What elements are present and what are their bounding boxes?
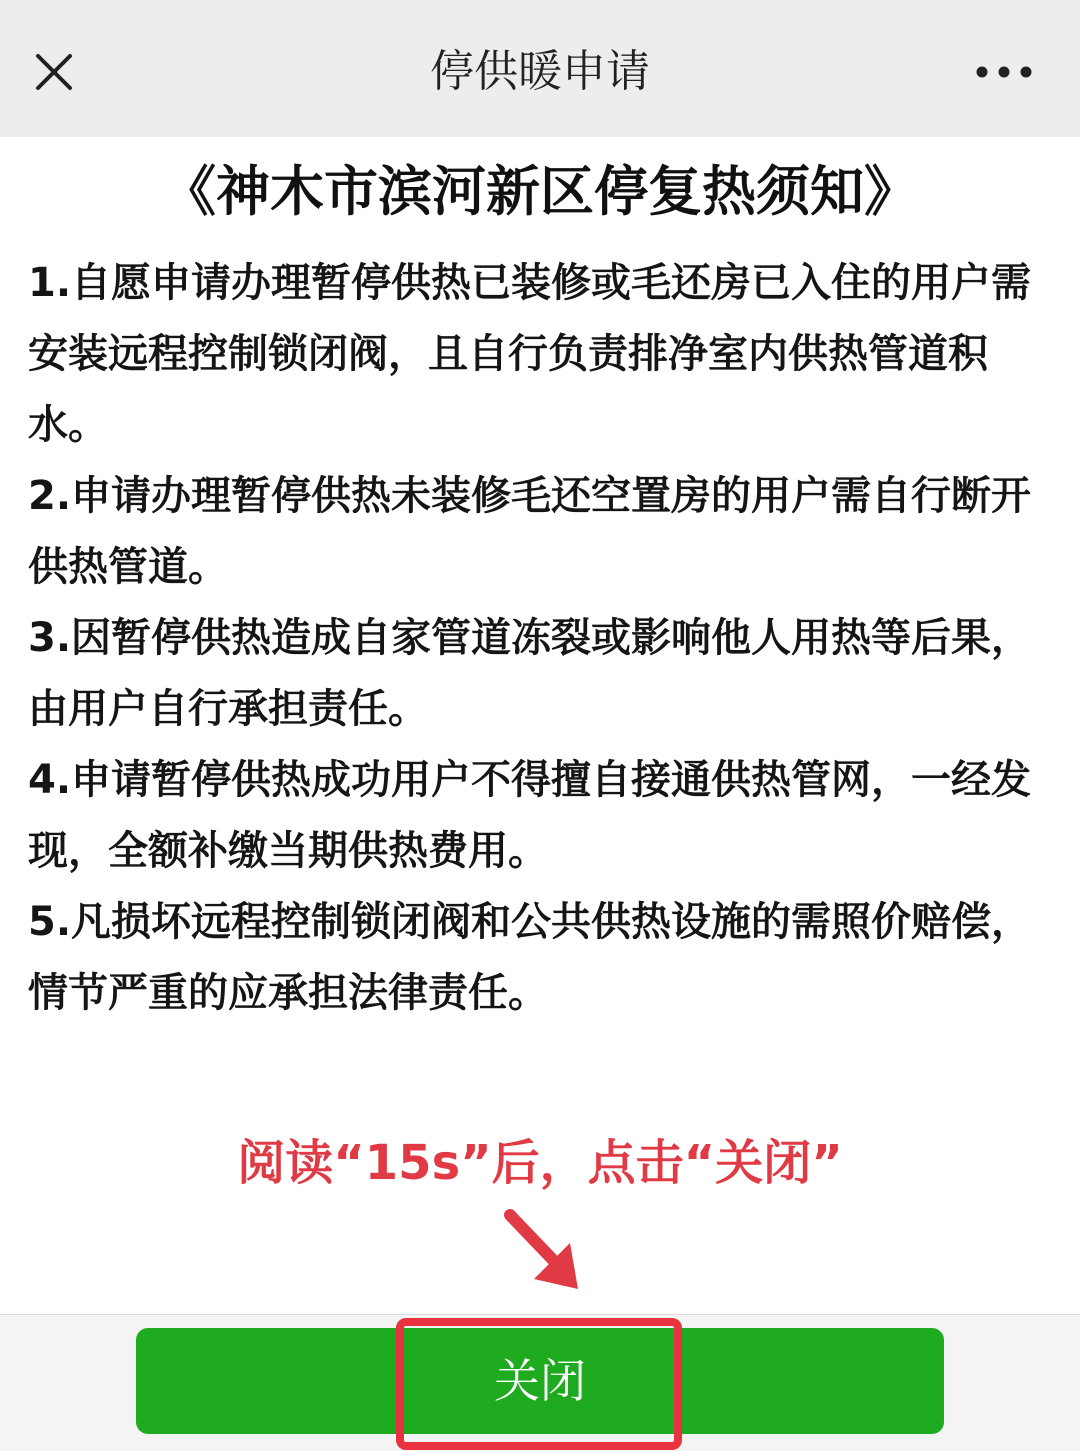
arrow-down-right-icon	[498, 1205, 588, 1297]
notice-item-1: 1.自愿申请办理暂停供热已装修或毛还房已入住的用户需安装远程控制锁闭阀，且自行负责排净室内供热管道积水。	[28, 260, 1032, 448]
notice-item-3: 3.因暂停供热造成自家管道冻裂或影响他人用热等后果，由用户自行承担责任。	[28, 615, 1032, 732]
notice-item-4: 4.申请暂停供热成功用户不得擅自接通供热管网，一经发现，全额补缴当期供热费用。	[28, 757, 1032, 874]
page-title: 停供暖申请	[430, 46, 650, 97]
notice-body	[28, 248, 1052, 1029]
notice-item-5: 5.凡损坏远程控制锁闭阀和公共供热设施的需照价赔偿，情节严重的应承担法律责任。	[28, 899, 1032, 1016]
notice-item-2: 2.申请办理暂停供热未装修毛还空置房的用户需自行断开供热管道。	[28, 473, 1032, 590]
nav-bar	[0, 0, 1080, 137]
instruction-annotation: 阅读“15s”后，点击“关闭”	[237, 1135, 843, 1191]
close-button[interactable]: 关闭	[136, 1328, 944, 1434]
notice-title: 《神木市滨河新区停复热须知》	[162, 160, 918, 223]
more-icon[interactable]	[972, 58, 1036, 86]
